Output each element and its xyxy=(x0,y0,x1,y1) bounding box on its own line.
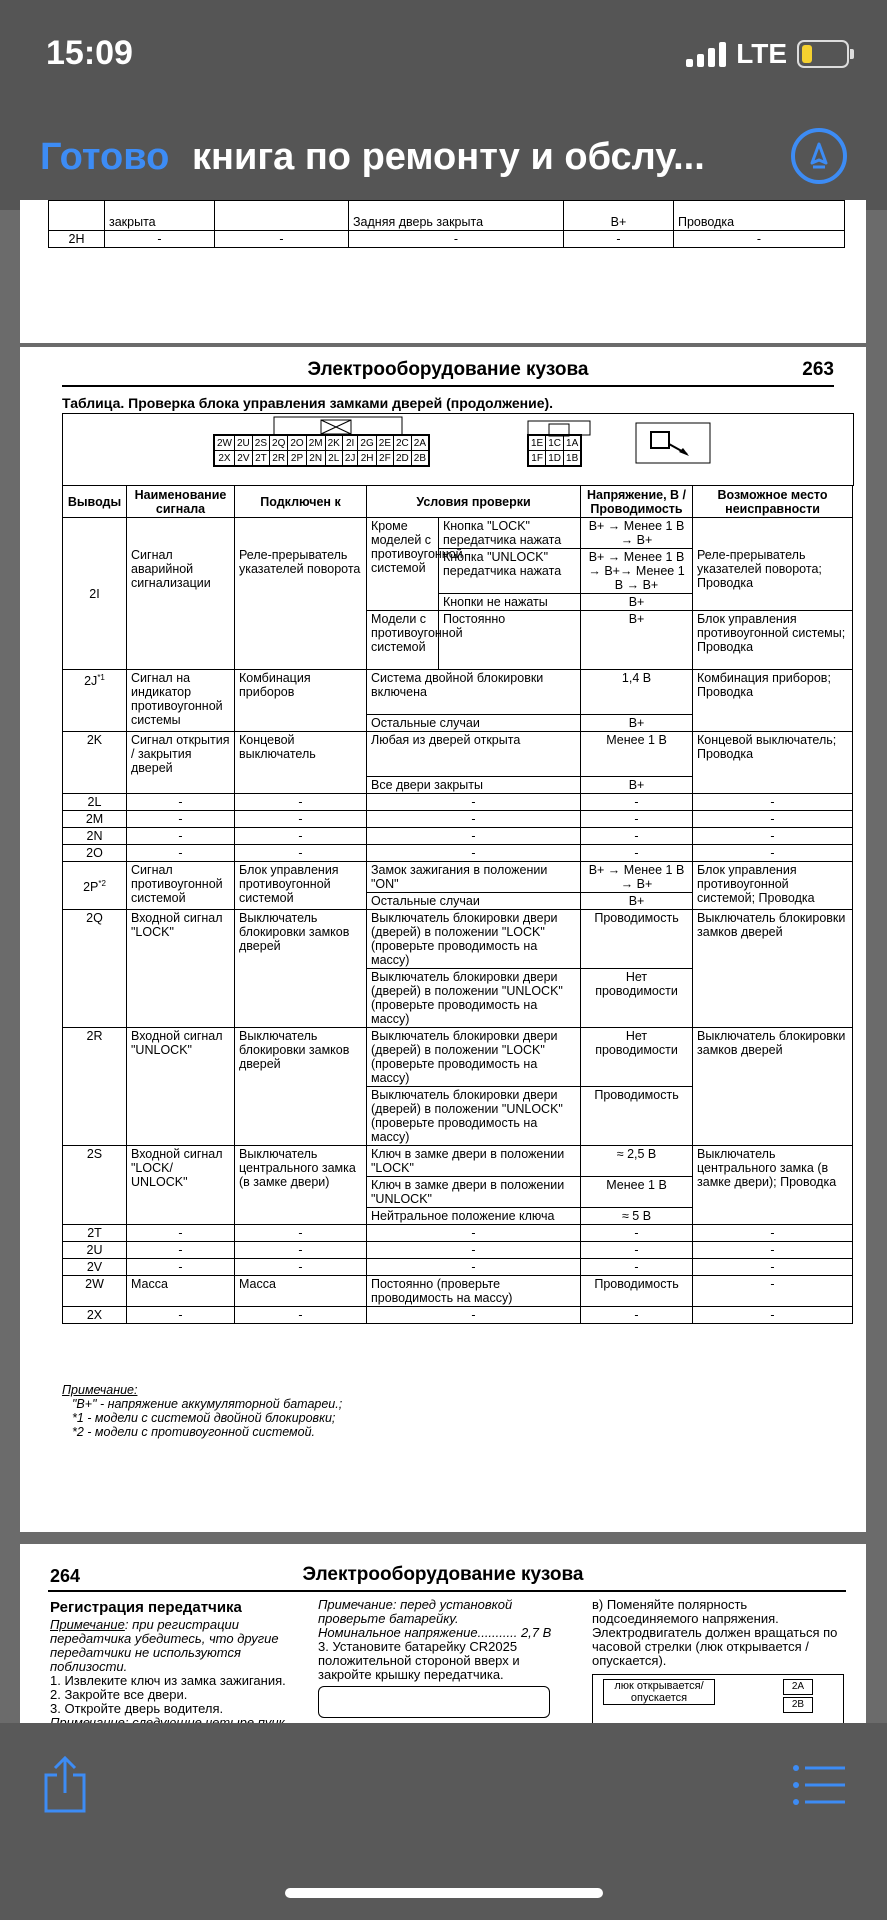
table-cell: Комбинация приборов; Проводка xyxy=(693,670,853,732)
table-cell: Ключ в замке двери в положении "LOCK" xyxy=(367,1146,581,1177)
table-cell: 2P xyxy=(83,880,99,895)
table-cell: - xyxy=(693,1307,853,1324)
table-cell: в) Поменяйте полярность подсоединяемого напряжения. Электродвигатель должен вращаться по часовой стрелки (люк открывается / опускается). xyxy=(592,1597,838,1668)
table-cell: Система двойной блокировки включена xyxy=(367,670,581,715)
connector-pin: 2S xyxy=(252,436,269,451)
page-number: 263 xyxy=(802,359,834,380)
table-caption: Таблица. Проверка блока управления замками дверей (продолжение). xyxy=(62,395,554,411)
table-row xyxy=(63,828,853,845)
table-cell: люк открывается/ опускается xyxy=(603,1679,715,1705)
door-lock-test-table xyxy=(62,485,853,1324)
table-cell: - xyxy=(235,794,367,811)
table-cell: Модели с противоугонной системой xyxy=(367,611,439,670)
table-cell: - xyxy=(693,1242,853,1259)
table-cell: Блок управления противоугонной системой; Проводка xyxy=(693,862,853,910)
table-cell: Менее 1 В xyxy=(581,1177,693,1208)
connector-pin: 2J xyxy=(342,451,358,466)
table-cell: Примечание: перед установкой проверьте батарейку. xyxy=(318,1597,513,1626)
table-cell: 2W xyxy=(63,1276,127,1307)
table-cell: - xyxy=(693,1259,853,1276)
connector-pin: 1F xyxy=(529,451,546,466)
table-cell: ≈ 2,5 В xyxy=(581,1146,693,1177)
table-cell: 2Q xyxy=(63,910,127,1028)
pdf-viewer[interactable] xyxy=(0,210,887,1723)
column-1 xyxy=(50,1598,300,1730)
table-cell: 2H xyxy=(49,231,105,248)
connector-pin: 2V xyxy=(235,451,253,466)
table-cell: B+ → Менее 1 В → B+→ Менее 1 В → B+ xyxy=(581,549,693,594)
bottom-toolbar xyxy=(0,1723,887,1920)
carrier-label: LTE xyxy=(736,38,787,69)
table-cell: - xyxy=(367,845,581,862)
table-row xyxy=(63,910,853,969)
connector-pin: 2W xyxy=(215,436,235,451)
table-cell: - xyxy=(693,811,853,828)
connector-pin: 2M xyxy=(306,436,325,451)
table-cell: *1 xyxy=(97,673,105,682)
table-cell: - xyxy=(235,1225,367,1242)
table-cell: Кнопки не нажаты xyxy=(439,594,581,611)
connector-pin: 2U xyxy=(235,436,253,451)
connector-pin: 1B xyxy=(564,451,581,466)
table-cell: B+ xyxy=(581,777,693,794)
table-cell: Сигнал противоугонной системой xyxy=(127,862,235,910)
connector-pin: 2B xyxy=(411,451,428,466)
table-cell: Реле-прерыватель указателей поворота; Проводка xyxy=(693,518,853,611)
list-icon xyxy=(791,1763,847,1807)
table-cell: Выводы xyxy=(63,486,127,518)
table-cell: - xyxy=(235,1259,367,1276)
table-row xyxy=(63,732,853,777)
connector-pin: 2Q xyxy=(270,436,288,451)
connector-pin: 2H xyxy=(358,451,376,466)
page-header xyxy=(62,359,834,387)
table-cell: - xyxy=(127,845,235,862)
table-cell: Примечание xyxy=(50,1617,125,1632)
table-cell: Наименование сигнала xyxy=(127,486,235,518)
table-cell: Все двери закрыты xyxy=(367,777,581,794)
outline-button[interactable] xyxy=(791,1763,847,1807)
table-cell: - xyxy=(105,231,215,248)
table-row xyxy=(63,1276,853,1307)
table-cell: - xyxy=(581,1242,693,1259)
table-cell: Кнопка "LOCK" передатчика нажата xyxy=(439,518,581,549)
table-cell: Выключатель блокировки двери (дверей) в положении "LOCK" (проверьте проводимость на массу) xyxy=(367,910,581,969)
table-cell: Масса xyxy=(127,1276,235,1307)
table-cell: Концевой выключатель xyxy=(235,732,367,794)
table-cell: Примечание: xyxy=(62,1383,138,1397)
table-cell: Проводка xyxy=(674,201,845,231)
table-cell: - xyxy=(367,1242,581,1259)
table-cell: Замок зажигания в положении "ON" xyxy=(367,862,581,893)
table-cell: - xyxy=(367,1259,581,1276)
table-cell: - xyxy=(235,1307,367,1324)
table-cell: "B+" - напряжение аккумуляторной батареи.; xyxy=(72,1397,343,1411)
table-notes xyxy=(62,1383,342,1439)
table-cell: - xyxy=(349,231,564,248)
table-cell: Кнопка "UNLOCK" передатчика нажата xyxy=(439,549,581,594)
table-cell: 2R xyxy=(63,1028,127,1146)
table-cell: Сигнал аварийной сигнализации xyxy=(127,518,235,670)
table-cell: - xyxy=(581,828,693,845)
table-row xyxy=(63,1242,853,1259)
table-cell: B+ → Менее 1 В → B+ xyxy=(581,862,693,893)
table-row xyxy=(63,1225,853,1242)
table-cell: 1. Извлеките ключ из замка зажигания. xyxy=(50,1673,286,1688)
table-cell: - xyxy=(693,1276,853,1307)
table-row xyxy=(63,1146,853,1177)
table-cell: Возможное место неисправности xyxy=(693,486,853,518)
connector-pin: 2R xyxy=(270,451,288,466)
table-cell: - xyxy=(127,1307,235,1324)
table-cell: - xyxy=(674,231,845,248)
page-heading: Электрооборудование кузова xyxy=(307,359,589,380)
table-cell: Выключатель блокировки замков дверей xyxy=(693,910,853,1028)
connector-pin: 2P xyxy=(288,451,306,466)
table-cell: Нейтральное положение ключа xyxy=(367,1208,581,1225)
table-row xyxy=(63,670,853,715)
connector-pin: 1D xyxy=(546,451,564,466)
table-cell: *2 xyxy=(98,878,106,888)
table-cell: Сигнал на индикатор противоугонной системы xyxy=(127,670,235,732)
table-cell: - xyxy=(127,1242,235,1259)
table-row xyxy=(63,862,853,893)
table-cell: 2. Закройте все двери. xyxy=(50,1687,188,1702)
table-cell: B+ xyxy=(581,715,693,732)
table-cell: - xyxy=(581,1225,693,1242)
table-row xyxy=(63,1028,853,1087)
connector-pin: 1E xyxy=(529,436,546,451)
table-row xyxy=(63,794,853,811)
status-bar xyxy=(0,0,887,100)
table-cell: Проводимость xyxy=(581,910,693,969)
pen-tip-icon xyxy=(804,141,834,171)
table-cell: Номинальное напряжение........... 2,7 В xyxy=(318,1625,552,1640)
connector-pin: 2G xyxy=(358,436,376,451)
table-cell: Остальные случаи xyxy=(367,715,581,732)
table-cell: Выключатель блокировки двери (дверей) в положении "UNLOCK" (проверьте проводимость на массу) xyxy=(367,1087,581,1146)
table-cell: Ключ в замке двери в положении "UNLOCK" xyxy=(367,1177,581,1208)
connector-pin: 2N xyxy=(306,451,325,466)
table-cell: Входной сигнал "LOCK" xyxy=(127,910,235,1028)
table-cell: Менее 1 В xyxy=(581,732,693,777)
table-cell: Входной сигнал "UNLOCK" xyxy=(127,1028,235,1146)
table-cell: 2N xyxy=(63,828,127,845)
table-cell: - xyxy=(581,845,693,862)
table-cell: Входной сигнал "LOCK/ UNLOCK" xyxy=(127,1146,235,1225)
table-cell: - xyxy=(693,1225,853,1242)
document-title: книга по ремонту и обслу... xyxy=(192,136,705,178)
table-cell: *2 - модели с противоугонной системой. xyxy=(72,1425,316,1439)
transmitter-illustration xyxy=(318,1686,550,1718)
table-cell: Остальные случаи xyxy=(367,893,581,910)
table-cell: 2B xyxy=(783,1697,813,1713)
nav-bar xyxy=(0,100,887,210)
table-cell: - xyxy=(235,845,367,862)
table-cell: Концевой выключатель; Проводка xyxy=(693,732,853,794)
table-cell: - xyxy=(127,794,235,811)
table-cell: 2T xyxy=(63,1225,127,1242)
table-cell: - xyxy=(127,828,235,845)
table-cell: - xyxy=(235,811,367,828)
table-cell: 2A xyxy=(783,1679,813,1695)
table-cell: Блок управления противоугонной системой xyxy=(235,862,367,910)
table-cell: - xyxy=(367,1225,581,1242)
done-button[interactable]: Готово xyxy=(40,136,170,178)
pdf-page-264 xyxy=(20,1544,866,1744)
table-cell: Блок управления противоугонной системы; Проводка xyxy=(693,611,853,670)
connector-2 xyxy=(213,434,430,467)
table-cell: B+ xyxy=(564,201,674,231)
table-cell: Реле-прерыватель указателей поворота xyxy=(235,518,367,670)
connector-latch xyxy=(273,416,403,436)
connector-diagram xyxy=(62,413,854,486)
connector-pin: 2X xyxy=(215,451,235,466)
table-cell: B+ xyxy=(581,594,693,611)
connector-pin: 1A xyxy=(564,436,581,451)
table-cell: 2X xyxy=(63,1307,127,1324)
table-row xyxy=(63,1307,853,1324)
table-cell: - xyxy=(581,811,693,828)
table-cell: - xyxy=(235,1242,367,1259)
table-cell: 1,4 В xyxy=(581,670,693,715)
table-cell: *1 - модели с системой двойной блокировки; xyxy=(72,1411,336,1425)
table-cell: - xyxy=(693,845,853,862)
table-row xyxy=(63,1259,853,1276)
table-cell: 2L xyxy=(63,794,127,811)
table-cell: Подключен к xyxy=(235,486,367,518)
table-cell: B+ xyxy=(581,893,693,910)
table-cell: 2O xyxy=(63,845,127,862)
connector-pin: 2F xyxy=(376,451,393,466)
table-cell: Проводимость xyxy=(581,1087,693,1146)
table-cell: ≈ 5 В xyxy=(581,1208,693,1225)
connector-pin: 2I xyxy=(342,436,358,451)
table-cell: - xyxy=(581,1259,693,1276)
connector-pin: 2L xyxy=(325,451,342,466)
page-heading: Электрооборудование кузова xyxy=(302,1564,584,1585)
table-cell: Сигнал открытия / закрытия дверей xyxy=(127,732,235,794)
table-row xyxy=(63,518,853,549)
table-cell: Постоянно (проверьте проводимость на массу) xyxy=(367,1276,581,1307)
table-cell: Кроме моделей с противоугонной системой xyxy=(367,518,439,611)
table-cell: Любая из дверей открыта xyxy=(367,732,581,777)
column-2 xyxy=(318,1598,568,1718)
table-cell: 2V xyxy=(63,1259,127,1276)
table-cell: Выключатель блокировки двери (дверей) в положении "UNLOCK" (проверьте проводимость на массу) xyxy=(367,969,581,1028)
table-cell: : при регистрации передатчика убедитесь, что другие передатчики не используются поблизости. xyxy=(50,1617,279,1674)
home-indicator[interactable] xyxy=(285,1888,603,1898)
table-header-row xyxy=(63,486,853,518)
table-cell: 2S xyxy=(63,1146,127,1225)
table-cell: - xyxy=(581,1307,693,1324)
table-cell: - xyxy=(693,828,853,845)
connector-pin: 2D xyxy=(394,451,412,466)
connector-pin: 1C xyxy=(546,436,564,451)
pdf-page-262 xyxy=(20,200,866,343)
connector-pin: 2O xyxy=(288,436,306,451)
table-cell: 2J xyxy=(84,674,98,689)
table-cell: Напряжение, В / Проводимость xyxy=(581,486,693,518)
table-cell: - xyxy=(367,811,581,828)
table-cell: 2M xyxy=(63,811,127,828)
status-icons xyxy=(686,38,849,70)
table-cell: - xyxy=(581,794,693,811)
table-cell: - xyxy=(693,794,853,811)
table-cell: Регистрация передатчика xyxy=(50,1599,242,1616)
table-cell: - xyxy=(215,231,349,248)
connector-pin: 2A xyxy=(411,436,428,451)
table-cell: Выключатель блокировки замков дверей xyxy=(693,1028,853,1146)
column-3 xyxy=(592,1598,842,1732)
table-cell: - xyxy=(127,1259,235,1276)
prev-page-table xyxy=(48,200,845,248)
table-cell: Выключатель центрального замка (в замке двери) xyxy=(235,1146,367,1225)
table-cell: Выключатель центрального замка (в замке двери); Проводка xyxy=(693,1146,853,1225)
table-cell: 2K xyxy=(63,732,127,794)
table-cell: Выключатель блокировки двери (дверей) в положении "LOCK" (проверьте проводимость на массу) xyxy=(367,1028,581,1087)
markup-button[interactable] xyxy=(791,128,847,184)
table-cell: Условия проверки xyxy=(367,486,581,518)
table-cell: B+ xyxy=(581,611,693,670)
table-cell: - xyxy=(367,1307,581,1324)
page-number: 264 xyxy=(50,1566,81,1586)
table-row xyxy=(63,811,853,828)
connector-pin: 2E xyxy=(376,436,393,451)
table-cell: 3. Откройте дверь водителя. xyxy=(50,1701,224,1716)
table-cell: Нет проводимости xyxy=(581,1028,693,1087)
table-cell: закрыта xyxy=(105,201,215,231)
table-row xyxy=(49,201,845,231)
table-cell: - xyxy=(235,828,367,845)
table-cell: 3. Установите батарейку CR2025 положительной стороной вверх и закройте крышку передатчика. xyxy=(318,1639,520,1682)
table-row xyxy=(49,231,845,248)
table-cell: Нет проводимости xyxy=(581,969,693,1028)
table-cell: Выключатель блокировки замков дверей xyxy=(235,910,367,1028)
status-time: 15:09 xyxy=(46,34,133,72)
table-cell: B+ → Менее 1 В → B+ xyxy=(581,518,693,549)
connector-pin: 2K xyxy=(325,436,342,451)
share-icon xyxy=(40,1755,90,1815)
connector-pin: 2C xyxy=(394,436,412,451)
table-cell: Проводимость xyxy=(581,1276,693,1307)
share-button[interactable] xyxy=(40,1755,90,1815)
connector-probe-icon xyxy=(635,422,711,464)
signal-icon xyxy=(686,41,726,67)
table-cell: - xyxy=(564,231,674,248)
connector-pin: 2T xyxy=(252,451,269,466)
table-cell: Масса xyxy=(235,1276,367,1307)
connector-1 xyxy=(527,434,582,467)
table-cell: - xyxy=(367,828,581,845)
table-cell: 2U xyxy=(63,1242,127,1259)
battery-icon xyxy=(797,40,849,68)
table-cell: Задняя дверь закрыта xyxy=(349,201,564,231)
table-cell: Выключатель блокировки замков дверей xyxy=(235,1028,367,1146)
table-cell: - xyxy=(127,811,235,828)
pdf-page-263 xyxy=(20,347,866,1532)
table-row xyxy=(63,845,853,862)
table-cell: 2I xyxy=(63,518,127,670)
table-cell: Постоянно xyxy=(439,611,581,670)
table-cell: Комбинация приборов xyxy=(235,670,367,732)
table-cell: - xyxy=(127,1225,235,1242)
table-cell: - xyxy=(367,794,581,811)
